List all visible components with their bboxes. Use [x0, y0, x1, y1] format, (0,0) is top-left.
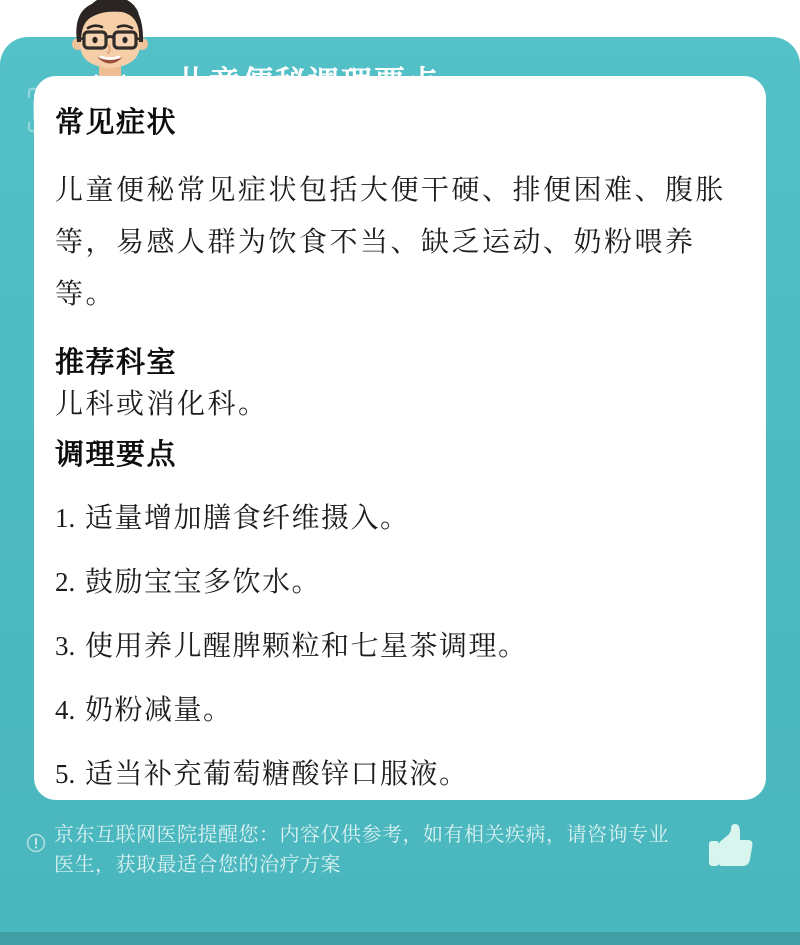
section-heading-tips: 调理要点	[55, 439, 178, 471]
list-item-number: 5.	[55, 759, 76, 789]
list-item	[55, 628, 730, 664]
list-item	[55, 692, 730, 728]
list-item	[55, 564, 730, 600]
list-item-text: 适当补充葡萄糖酸锌口服液。	[85, 758, 469, 789]
list-item-number: 3.	[55, 631, 76, 661]
symptoms-body: 儿童便秘常见症状包括大便干硬、排便困难、腹胀等，易感人群为饮食不当、缺乏运动、奶粉喂养等。	[55, 174, 727, 309]
list-item-number: 4.	[55, 695, 76, 725]
list-item	[55, 756, 730, 792]
section-heading-department: 推荐科室	[55, 347, 178, 379]
list-item	[55, 500, 730, 536]
section-heading-symptoms: 常见症状	[55, 107, 178, 139]
list-item-number: 2.	[55, 567, 76, 597]
bottom-shade	[0, 932, 800, 945]
disclaimer-line: 京东互联网医院提醒您：内容仅供参考，如有相关疾病，请咨询专业	[54, 824, 669, 846]
tips-list	[55, 500, 730, 792]
list-item-text: 鼓励宝宝多饮水。	[85, 566, 322, 597]
list-item-text: 使用养儿醒脾颗粒和七星茶调理。	[85, 630, 528, 661]
department-body: 儿科或消化科。	[55, 388, 269, 419]
disclaimer-line: 医生，获取最适合您的治疗方案	[54, 853, 341, 876]
footer-disclaimer-bar	[26, 821, 776, 880]
thumbs-up-icon[interactable]	[706, 824, 756, 870]
disclaimer-text	[54, 821, 706, 880]
list-item-number: 1.	[55, 503, 76, 533]
content-card	[34, 76, 766, 800]
list-item-text: 奶粉减量。	[85, 694, 233, 725]
exclamation-circle-icon	[26, 833, 46, 853]
list-item-text: 适量增加膳食纤维摄入。	[85, 502, 410, 533]
